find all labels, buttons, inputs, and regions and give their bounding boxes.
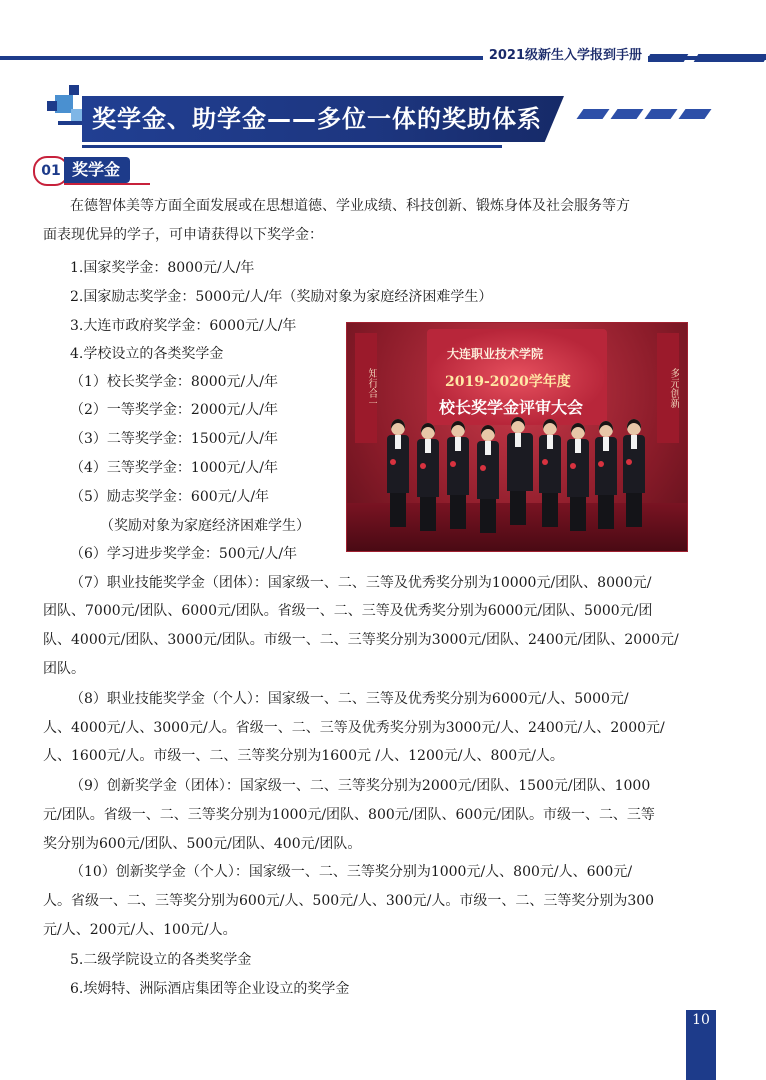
list-item: （6）学习进步奖学金：500元/人/年: [70, 546, 298, 562]
header-dash: [694, 54, 766, 62]
section-number: 01: [33, 156, 69, 186]
paragraph-line: 人、1600元/人。市级一、二、三等奖分别为1600元 /人、1200元/人、800元/人。: [43, 748, 564, 764]
banner-stripe: [644, 109, 677, 119]
paragraph-line: 奖分别为600元/团队、500元/团队、400元/团队。: [43, 836, 362, 852]
paragraph-line: （7）职业技能奖学金（团体）：国家级一、二、三等及优秀奖分别为10000元/团队、8000元/: [70, 575, 652, 591]
section-underline: [64, 183, 150, 185]
paragraph-line: 元/人、200元/人、100元/人。: [43, 922, 237, 938]
section-label: 奖学金: [64, 157, 130, 183]
list-item-note: （奖励对象为家庭经济困难学生）: [100, 518, 310, 534]
list-item: 1.国家奖学金：8000元/人/年: [70, 260, 255, 276]
paragraph-line: 人。省级一、二、三等奖分别为600元/人、500元/人、300元/人。市级一、二、三等奖分别为300: [43, 893, 655, 909]
list-item: 6.埃姆特、洲际酒店集团等企业设立的奖学金: [70, 981, 350, 997]
paragraph-line: 元/团队。省级一、二、三等奖分别为1000元/团队、800元/团队、600元/团队。市级一、二、三等: [43, 807, 655, 823]
list-item: 3.大连市政府奖学金：6000元/人/年: [70, 318, 297, 334]
screen-text: 大连职业技术学院: [447, 347, 544, 361]
banner-squares-decoration: [45, 85, 85, 125]
list-item: 2.国家励志奖学金：5000元/人/年（奖励对象为家庭经济困难学生）: [70, 289, 493, 305]
list-item: （4）三等奖学金：1000元/人/年: [70, 460, 278, 476]
paragraph-line: （10）创新奖学金（个人）：国家级一、二、三等奖分别为1000元/人、800元/人、600元/: [70, 864, 633, 880]
paragraph-line: 团队、7000元/团队、6000元/团队。省级一、二、三等及优秀奖分别为6000元/团队、5000元/团: [43, 603, 653, 619]
header-dash: [646, 54, 689, 62]
paragraph-line: （8）职业技能奖学金（个人）：国家级一、二、三等及优秀奖分别为6000元/人、5000元/: [70, 691, 629, 707]
intro-text: 面表现优异的学子，可申请获得以下奖学金：: [43, 227, 323, 243]
banner-stripe: [678, 109, 711, 119]
side-banner-right: 多元创新: [657, 333, 679, 443]
paragraph-line: 团队。: [43, 661, 85, 677]
screen-text: 校长奖学金评审大会: [439, 398, 584, 417]
banner-stripe: [576, 109, 609, 119]
list-item: （2）一等奖学金：2000元/人/年: [70, 402, 278, 418]
paragraph-line: 队、4000元/团队、3000元/团队。市级一、二、三等奖分别为3000元/团队、2400元/团队、2000元/: [43, 632, 679, 648]
screen-text: 2019-2020学年度: [445, 374, 571, 390]
paragraph-line: （9）创新奖学金（团体）：国家级一、二、三等奖分别为2000元/团队、1500元/团队、1000: [70, 778, 651, 794]
page-title: 奖学金、助学金——多位一体的奖助体系: [92, 105, 542, 133]
header-title: 2021级新生入学报到手册: [483, 47, 648, 65]
banner-underline: [82, 145, 502, 148]
list-item: 4.学校设立的各类奖学金: [70, 346, 224, 362]
list-item: 5.二级学院设立的各类奖学金: [70, 952, 252, 968]
list-item: （1）校长奖学金：8000元/人/年: [70, 374, 278, 390]
page-number: 10: [692, 1012, 710, 1028]
side-banner-left: 知行合一: [355, 333, 377, 443]
banner-stripe: [610, 109, 643, 119]
list-item: （5）励志奖学金：600元/人/年: [70, 489, 270, 505]
paragraph-line: 人、4000元/人、3000元/人。省级一、二、三等及优秀奖分别为3000元/人、2400元/人、2000元/: [43, 720, 665, 736]
intro-text: 在德智体美等方面全面发展或在思想道德、学业成绩、科技创新、锻炼身体及社会服务等方: [70, 198, 630, 214]
list-item: （3）二等奖学金：1500元/人/年: [70, 431, 278, 447]
ceremony-photo: [346, 322, 688, 552]
